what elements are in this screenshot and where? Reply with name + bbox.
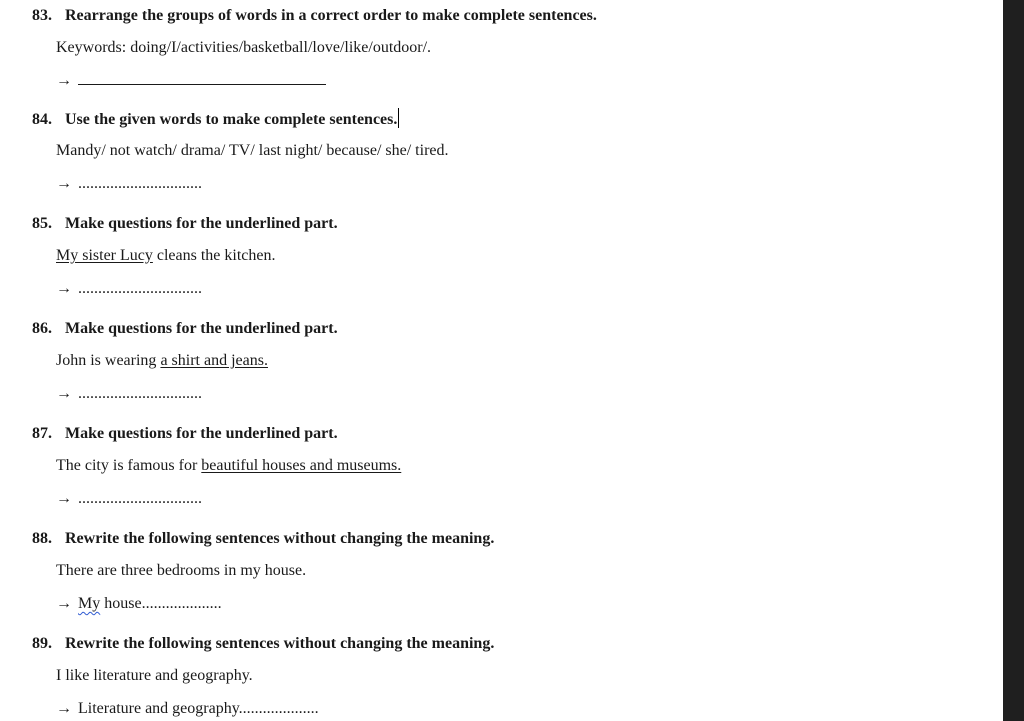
question-instruction: Rewrite the following sentences without changing the meaning.: [65, 635, 495, 652]
content-text: Keywords: doing/I/activities/basketball/love/like/outdoor/.: [56, 39, 432, 56]
question-88: [32, 528, 972, 615]
question-instruction: Make questions for the underlined part.: [65, 320, 338, 337]
question-84: [32, 108, 972, 195]
answer-blank-underline[interactable]: [78, 70, 326, 85]
content-text: cleans the kitchen.: [152, 247, 276, 264]
arrow-icon: →: [56, 490, 72, 507]
question-heading: [32, 213, 972, 235]
answer-blank[interactable]: ...............................: [78, 280, 202, 297]
content-text: I like literature and geography.: [56, 667, 253, 684]
answer-line[interactable]: [56, 383, 972, 405]
answer-line[interactable]: [56, 173, 972, 195]
question-number: 83.: [32, 7, 52, 24]
answer-blank[interactable]: ...............................: [78, 175, 202, 192]
content-text: The city is famous for: [56, 457, 202, 474]
answer-line[interactable]: [56, 698, 972, 720]
question-87: [32, 423, 972, 510]
answer-line[interactable]: [56, 488, 972, 510]
question-heading: [32, 528, 972, 550]
underlined-part: beautiful houses and museums.: [201, 457, 402, 474]
arrow-icon: →: [56, 280, 72, 297]
question-86: [32, 318, 972, 405]
arrow-icon: →: [56, 385, 72, 402]
question-content: [56, 37, 972, 59]
underlined-part: a shirt and jeans.: [160, 352, 268, 369]
question-instruction: Make questions for the underlined part.: [65, 215, 338, 232]
question-83: [32, 5, 972, 92]
arrow-icon: →: [56, 72, 72, 89]
question-instruction: Rewrite the following sentences without changing the meaning.: [65, 530, 495, 547]
answer-blank[interactable]: ...............................: [78, 490, 202, 507]
underlined-part: My sister Lucy: [56, 247, 153, 264]
question-content: [56, 560, 972, 582]
question-number: 89.: [32, 635, 52, 652]
question-instruction: Make questions for the underlined part.: [65, 425, 338, 442]
answer-line[interactable]: [56, 278, 972, 300]
question-content: [56, 455, 972, 477]
answer-prefix: house: [100, 595, 142, 612]
question-instruction: Use the given words to make complete sentences.: [65, 111, 398, 128]
window-edge: [1003, 0, 1024, 721]
question-content: [56, 350, 972, 372]
question-content: [56, 665, 972, 687]
content-text: There are three bedrooms in my house.: [56, 562, 307, 579]
answer-blank[interactable]: ....................: [141, 595, 222, 612]
question-number: 87.: [32, 425, 52, 442]
question-heading: [32, 318, 972, 340]
question-instruction: Rearrange the groups of words in a correct order to make complete sentences.: [65, 7, 597, 24]
answer-line[interactable]: [56, 70, 972, 92]
content-text: John is wearing: [56, 352, 161, 369]
arrow-icon: →: [56, 700, 72, 717]
question-number: 85.: [32, 215, 52, 232]
question-heading: [32, 108, 972, 130]
answer-line[interactable]: [56, 593, 972, 615]
question-heading: [32, 423, 972, 445]
content-text: Mandy/ not watch/ drama/ TV/ last night/ because/ she/ tired.: [56, 142, 449, 159]
answer-prefix: Literature and geography: [78, 700, 239, 717]
question-number: 86.: [32, 320, 52, 337]
question-heading: [32, 5, 972, 27]
question-89: [32, 633, 972, 720]
answer-blank[interactable]: ...............................: [78, 385, 202, 402]
arrow-icon: →: [56, 175, 72, 192]
spellcheck-flagged-word[interactable]: My: [78, 595, 101, 612]
arrow-icon: →: [56, 595, 72, 612]
question-content: [56, 140, 972, 162]
question-number: 88.: [32, 530, 52, 547]
answer-blank[interactable]: ....................: [238, 700, 319, 717]
question-content: [56, 245, 972, 267]
question-number: 84.: [32, 111, 52, 128]
question-heading: [32, 633, 972, 655]
question-85: [32, 213, 972, 300]
text-cursor: [398, 108, 399, 128]
